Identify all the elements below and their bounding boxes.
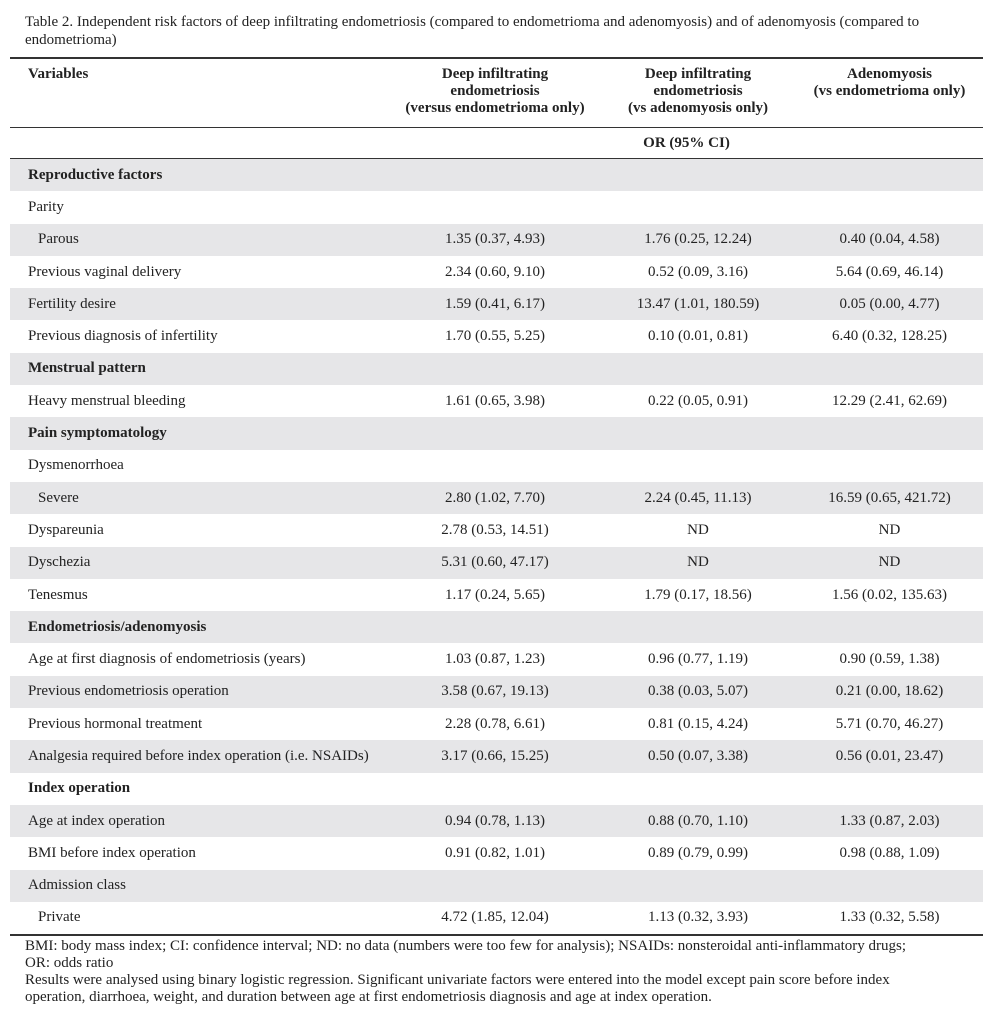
or-value-cell	[796, 870, 983, 902]
or-value-cell: 0.56 (0.01, 23.47)	[796, 740, 983, 772]
table-row	[10, 837, 983, 869]
or-value-cell	[390, 159, 600, 192]
or-subheader-row	[10, 128, 983, 159]
or-value-cell: 16.59 (0.65, 421.72)	[796, 482, 983, 514]
or-value-cell: 0.21 (0.00, 18.62)	[796, 676, 983, 708]
or-value-cell	[390, 870, 600, 902]
footnote-line: BMI: body mass index; CI: confidence interval; ND: no data (numbers were too few for analysis); NSAIDs: nonsteroidal anti-inflammatory drugs;	[25, 938, 907, 954]
table-row	[10, 579, 983, 611]
or-value-cell: 1.61 (0.65, 3.98)	[445, 392, 545, 409]
row-label: Previous diagnosis of infertility	[28, 328, 218, 345]
or-value-cell	[796, 159, 983, 192]
table-row	[10, 708, 983, 740]
table-row	[10, 288, 983, 320]
or-value-cell: 0.98 (0.88, 1.09)	[839, 844, 940, 861]
table-row	[10, 385, 983, 417]
or-value-cell: 2.80 (1.02, 7.70)	[390, 482, 600, 514]
footnote-line: OR: odds ratio	[25, 955, 114, 971]
header-col-die-vs-endometrioma: Deep infiltrating endometriosis (versus endometrioma only)	[405, 66, 585, 116]
or-value-cell: 2.34 (0.60, 9.10)	[445, 263, 545, 280]
header-variables: Variables	[28, 66, 89, 82]
or-value-cell: 1.17 (0.24, 5.65)	[445, 586, 545, 603]
or-value-cell: 0.91 (0.82, 1.01)	[445, 844, 545, 861]
table-row	[10, 870, 983, 902]
table-row	[10, 676, 983, 708]
or-value-cell: 0.50 (0.07, 3.38)	[600, 740, 796, 772]
row-label: Reproductive factors	[10, 159, 390, 192]
or-value-cell: ND	[600, 547, 796, 579]
or-value-cell	[390, 417, 600, 449]
or-value-cell	[600, 191, 796, 223]
or-value-cell	[796, 353, 983, 385]
table-row	[10, 320, 983, 352]
or-value-cell: 0.94 (0.78, 1.13)	[390, 805, 600, 837]
row-label: Tenesmus	[28, 586, 88, 603]
table-row	[10, 740, 983, 772]
row-label: Endometriosis/adenomyosis	[10, 611, 390, 643]
or-value-cell: 1.13 (0.32, 3.93)	[648, 909, 748, 926]
or-value-cell: 12.29 (2.41, 62.69)	[832, 392, 947, 409]
or-value-cell: 1.35 (0.37, 4.93)	[390, 224, 600, 256]
or-value-cell	[600, 159, 796, 192]
or-value-cell: 0.05 (0.00, 4.77)	[796, 288, 983, 320]
table-row	[10, 450, 983, 482]
row-label: Dyschezia	[10, 547, 390, 579]
or-value-cell	[796, 773, 983, 805]
row-label: Age at index operation	[10, 805, 390, 837]
or-value-cell	[796, 450, 983, 482]
or-value-cell: 2.78 (0.53, 14.51)	[441, 521, 549, 538]
row-label: Dyspareunia	[28, 521, 104, 538]
or-value-cell: 0.52 (0.09, 3.16)	[648, 263, 748, 280]
section-header-row	[10, 773, 983, 805]
or-value-cell	[600, 450, 796, 482]
table-row	[10, 902, 983, 935]
or-value-cell: ND	[796, 547, 983, 579]
row-label: Heavy menstrual bleeding	[28, 392, 186, 409]
or-value-cell: 0.22 (0.05, 0.91)	[648, 392, 748, 409]
or-value-cell	[390, 450, 600, 482]
row-label: Parous	[10, 224, 390, 256]
table-row	[10, 805, 983, 837]
table-row	[10, 547, 983, 579]
row-label: Analgesia required before index operation (i.e. NSAIDs)	[10, 740, 390, 772]
header-col-adenomyosis-vs-endometrioma: Adenomyosis (vs endometrioma only)	[813, 66, 966, 99]
row-label: Previous vaginal delivery	[28, 263, 182, 280]
row-label: Private	[38, 909, 81, 926]
table-row	[10, 224, 983, 256]
table-header-row	[10, 59, 983, 128]
or-value-cell: 1.03 (0.87, 1.23)	[445, 651, 545, 668]
or-value-cell	[796, 417, 983, 449]
or-value-cell: 0.81 (0.15, 4.24)	[648, 715, 748, 732]
row-label: Age at first diagnosis of endometriosis (years)	[28, 651, 306, 668]
row-label: Fertility desire	[10, 288, 390, 320]
header-col-die-vs-adenomyosis: Deep infiltrating endometriosis (vs adenomyosis only)	[627, 66, 769, 116]
or-value-cell: 1.76 (0.25, 12.24)	[600, 224, 796, 256]
section-header-row	[10, 159, 983, 192]
footnote-line: operation, diarrhoea, weight, and duration between age at first endometriosis diagnosis and age at index operation.	[25, 989, 712, 1005]
or-value-cell	[390, 191, 600, 223]
or-value-cell: 1.33 (0.87, 2.03)	[796, 805, 983, 837]
or-value-cell: 0.10 (0.01, 0.81)	[648, 328, 748, 345]
table-caption: Table 2. Independent risk factors of deep infiltrating endometriosis (compared to endometrioma and adenomyosis) and of adenomyosis (compared to endometrioma)	[25, 14, 920, 48]
or-value-cell: 5.31 (0.60, 47.17)	[390, 547, 600, 579]
or-value-cell: 1.56 (0.02, 135.63)	[832, 586, 947, 603]
or-value-cell	[390, 773, 600, 805]
table-row	[10, 514, 983, 546]
or-value-cell: 2.28 (0.78, 6.61)	[445, 715, 545, 732]
or-value-cell: 1.33 (0.32, 5.58)	[839, 909, 940, 926]
or-value-cell	[390, 611, 600, 643]
or-value-cell	[600, 353, 796, 385]
or-value-cell: 0.38 (0.03, 5.07)	[600, 676, 796, 708]
footnote-line: Results were analysed using binary logistic regression. Significant univariate factors were entered into the model except pain score before index	[25, 972, 890, 988]
or-value-cell: 5.64 (0.69, 46.14)	[835, 263, 944, 280]
table-body	[10, 159, 983, 936]
or-value-cell	[600, 417, 796, 449]
or-value-cell: 1.70 (0.55, 5.25)	[445, 328, 545, 345]
or-subheader: OR (95% CI)	[390, 128, 983, 159]
row-label: Pain symptomatology	[10, 417, 390, 449]
or-value-cell	[600, 773, 796, 805]
row-label: Severe	[10, 482, 390, 514]
row-label: Menstrual pattern	[10, 353, 390, 385]
or-value-cell	[796, 191, 983, 223]
table-row	[10, 256, 983, 288]
risk-factor-table	[10, 57, 983, 936]
or-value-cell	[600, 611, 796, 643]
or-value-cell: 0.96 (0.77, 1.19)	[648, 651, 748, 668]
table-row	[10, 191, 983, 223]
or-value-cell: 0.89 (0.79, 0.99)	[648, 844, 748, 861]
section-header-row	[10, 353, 983, 385]
row-label: Previous hormonal treatment	[28, 715, 203, 732]
or-value-cell: 1.79 (0.17, 18.56)	[644, 586, 752, 603]
row-label: Admission class	[10, 870, 390, 902]
or-value-cell: 0.88 (0.70, 1.10)	[600, 805, 796, 837]
or-value-cell: ND	[687, 521, 709, 538]
or-value-cell: 0.90 (0.59, 1.38)	[839, 651, 940, 668]
or-value-cell: 13.47 (1.01, 180.59)	[600, 288, 796, 320]
row-label: BMI before index operation	[28, 844, 196, 861]
or-value-cell: 5.71 (0.70, 46.27)	[835, 715, 944, 732]
or-value-cell: 6.40 (0.32, 128.25)	[832, 328, 947, 345]
or-value-cell: 1.59 (0.41, 6.17)	[390, 288, 600, 320]
row-label: Index operation	[28, 780, 131, 797]
or-value-cell: 3.58 (0.67, 19.13)	[390, 676, 600, 708]
or-value-cell: 0.40 (0.04, 4.58)	[796, 224, 983, 256]
or-value-cell	[600, 870, 796, 902]
or-value-cell: 2.24 (0.45, 11.13)	[600, 482, 796, 514]
section-header-row	[10, 417, 983, 449]
table-footnotes	[25, 938, 985, 1006]
table-row	[10, 482, 983, 514]
row-label: Previous endometriosis operation	[10, 676, 390, 708]
section-header-row	[10, 611, 983, 643]
or-value-cell: ND	[878, 521, 901, 538]
table-row	[10, 643, 983, 675]
or-value-cell: 4.72 (1.85, 12.04)	[441, 909, 549, 926]
row-label: Dysmenorrhoea	[28, 457, 124, 474]
row-label: Parity	[28, 198, 64, 215]
or-value-cell	[796, 611, 983, 643]
or-value-cell	[390, 353, 600, 385]
or-value-cell: 3.17 (0.66, 15.25)	[390, 740, 600, 772]
